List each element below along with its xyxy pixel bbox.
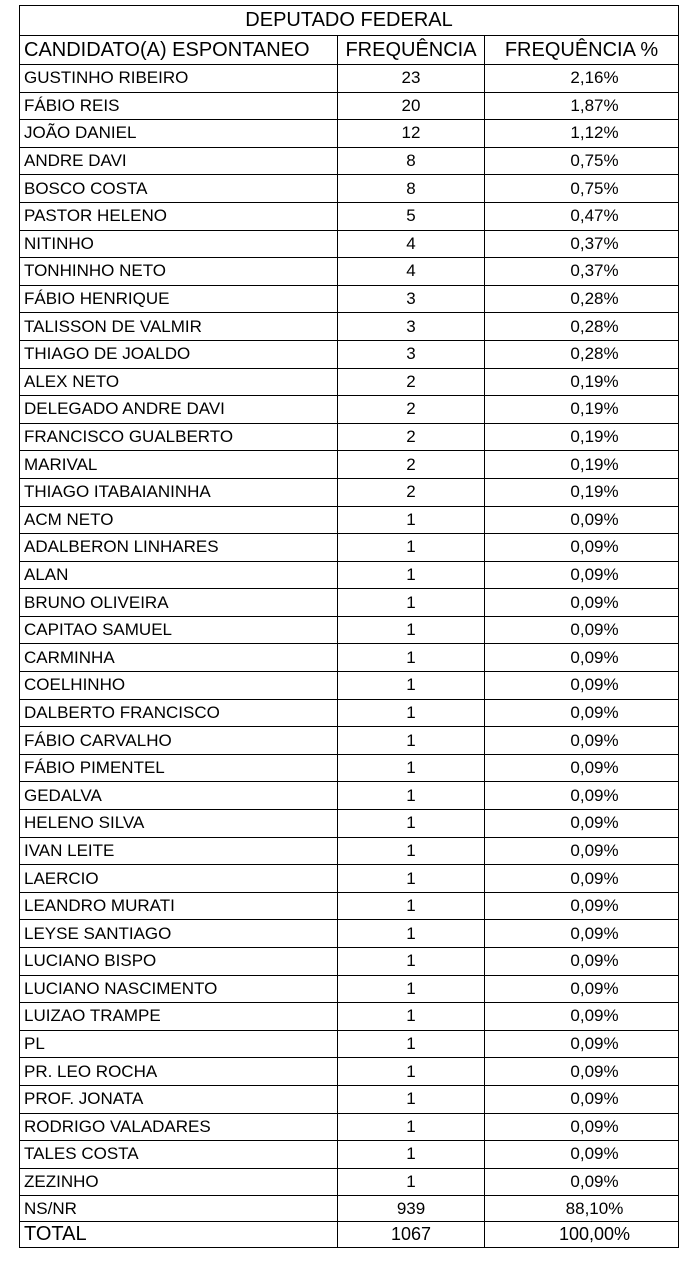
candidate-frequency: 8 <box>338 147 485 175</box>
candidate-name: LEANDRO MURATI <box>20 892 338 920</box>
table-row <box>20 1030 679 1058</box>
candidate-percent: 0,37% <box>485 258 679 286</box>
candidate-frequency: 2 <box>338 396 485 424</box>
table-row <box>20 65 679 93</box>
candidate-name: NITINHO <box>20 230 338 258</box>
candidate-name: ALAN <box>20 561 338 589</box>
candidate-percent: 0,09% <box>485 1113 679 1141</box>
table-row <box>20 175 679 203</box>
candidate-name: MARIVAL <box>20 451 338 479</box>
candidate-name: LUCIANO BISPO <box>20 948 338 976</box>
candidate-name: TONHINHO NETO <box>20 258 338 286</box>
table-row <box>20 727 679 755</box>
nsnr-label: NS/NR <box>20 1196 338 1222</box>
table-row <box>20 313 679 341</box>
candidate-frequency: 5 <box>338 202 485 230</box>
candidate-frequency: 1 <box>338 616 485 644</box>
table-row <box>20 230 679 258</box>
candidate-frequency: 3 <box>338 285 485 313</box>
candidate-frequency: 1 <box>338 534 485 562</box>
candidate-percent: 0,47% <box>485 202 679 230</box>
table-row <box>20 837 679 865</box>
candidate-frequency: 1 <box>338 1141 485 1169</box>
candidate-percent: 0,09% <box>485 589 679 617</box>
table-title: DEPUTADO FEDERAL <box>20 6 679 36</box>
candidate-frequency: 1 <box>338 644 485 672</box>
candidate-name: PR. LEO ROCHA <box>20 1058 338 1086</box>
table-row <box>20 396 679 424</box>
candidate-percent: 0,09% <box>485 1030 679 1058</box>
candidate-frequency: 4 <box>338 258 485 286</box>
header-percent: FREQUÊNCIA % <box>485 36 679 65</box>
candidate-name: LUIZAO TRAMPE <box>20 1003 338 1031</box>
candidate-name: JOÃO DANIEL <box>20 120 338 148</box>
candidate-frequency: 1 <box>338 975 485 1003</box>
candidate-frequency: 1 <box>338 920 485 948</box>
candidate-percent: 0,19% <box>485 451 679 479</box>
candidate-frequency: 1 <box>338 699 485 727</box>
candidate-name: PASTOR HELENO <box>20 202 338 230</box>
candidate-name: PROF. JONATA <box>20 1085 338 1113</box>
table-row <box>20 478 679 506</box>
candidate-percent: 0,09% <box>485 1058 679 1086</box>
candidate-name: FÁBIO CARVALHO <box>20 727 338 755</box>
candidate-frequency: 4 <box>338 230 485 258</box>
candidate-frequency: 2 <box>338 423 485 451</box>
table-row <box>20 285 679 313</box>
candidate-name: GUSTINHO RIBEIRO <box>20 65 338 93</box>
nsnr-row <box>20 1196 679 1222</box>
table-row <box>20 699 679 727</box>
table-row <box>20 202 679 230</box>
table-row <box>20 672 679 700</box>
table-row <box>20 616 679 644</box>
candidate-frequency: 1 <box>338 506 485 534</box>
candidate-name: BRUNO OLIVEIRA <box>20 589 338 617</box>
candidate-name: ANDRE DAVI <box>20 147 338 175</box>
candidate-frequency: 20 <box>338 92 485 120</box>
candidate-frequency: 12 <box>338 120 485 148</box>
total-row <box>20 1222 679 1248</box>
table-row <box>20 589 679 617</box>
table-row <box>20 534 679 562</box>
candidate-percent: 0,09% <box>485 534 679 562</box>
candidate-frequency: 1 <box>338 561 485 589</box>
table-row <box>20 451 679 479</box>
candidate-percent: 0,09% <box>485 699 679 727</box>
candidate-name: HELENO SILVA <box>20 810 338 838</box>
table-body <box>20 65 679 1248</box>
candidate-name: TALES COSTA <box>20 1141 338 1169</box>
candidate-name: LAERCIO <box>20 865 338 893</box>
candidate-frequency: 2 <box>338 368 485 396</box>
candidate-percent: 1,87% <box>485 92 679 120</box>
candidate-percent: 0,09% <box>485 754 679 782</box>
candidate-frequency: 23 <box>338 65 485 93</box>
candidate-percent: 0,28% <box>485 285 679 313</box>
candidate-name: TALISSON DE VALMIR <box>20 313 338 341</box>
candidate-frequency: 1 <box>338 754 485 782</box>
candidate-frequency: 3 <box>338 313 485 341</box>
table-row <box>20 810 679 838</box>
candidate-name: ZEZINHO <box>20 1168 338 1196</box>
candidate-name: FÁBIO REIS <box>20 92 338 120</box>
table-row <box>20 120 679 148</box>
candidate-name: DALBERTO FRANCISCO <box>20 699 338 727</box>
candidate-frequency: 1 <box>338 1113 485 1141</box>
candidate-percent: 0,09% <box>485 810 679 838</box>
table-row <box>20 258 679 286</box>
candidate-frequency: 1 <box>338 948 485 976</box>
candidate-percent: 0,09% <box>485 727 679 755</box>
candidate-percent: 0,75% <box>485 147 679 175</box>
table-row <box>20 1085 679 1113</box>
candidate-percent: 0,28% <box>485 340 679 368</box>
candidate-percent: 2,16% <box>485 65 679 93</box>
candidate-name: COELHINHO <box>20 672 338 700</box>
table-row <box>20 423 679 451</box>
candidate-name: FÁBIO HENRIQUE <box>20 285 338 313</box>
candidate-name: ACM NETO <box>20 506 338 534</box>
table-row <box>20 1003 679 1031</box>
header-frequency: FREQUÊNCIA <box>338 36 485 65</box>
candidate-percent: 0,09% <box>485 561 679 589</box>
candidate-frequency: 2 <box>338 478 485 506</box>
table-row <box>20 782 679 810</box>
candidate-name: RODRIGO VALADARES <box>20 1113 338 1141</box>
candidate-name: THIAGO ITABAIANINHA <box>20 478 338 506</box>
candidate-frequency: 3 <box>338 340 485 368</box>
total-label: TOTAL <box>20 1222 338 1248</box>
table-row <box>20 644 679 672</box>
table-row <box>20 975 679 1003</box>
candidate-percent: 0,75% <box>485 175 679 203</box>
nsnr-frequency: 939 <box>338 1196 485 1222</box>
candidate-percent: 0,09% <box>485 672 679 700</box>
candidate-percent: 0,19% <box>485 478 679 506</box>
candidate-name: IVAN LEITE <box>20 837 338 865</box>
table-row <box>20 147 679 175</box>
candidate-frequency: 8 <box>338 175 485 203</box>
candidate-frequency: 1 <box>338 865 485 893</box>
header-candidate: CANDIDATO(A) ESPONTANEO <box>20 36 338 65</box>
candidate-frequency: 1 <box>338 1058 485 1086</box>
table-row <box>20 368 679 396</box>
candidate-frequency: 1 <box>338 727 485 755</box>
candidate-percent: 0,19% <box>485 396 679 424</box>
candidate-name: ADALBERON LINHARES <box>20 534 338 562</box>
table-row <box>20 948 679 976</box>
candidate-frequency: 1 <box>338 810 485 838</box>
candidate-name: FÁBIO PIMENTEL <box>20 754 338 782</box>
candidate-name: ALEX NETO <box>20 368 338 396</box>
candidate-name: THIAGO DE JOALDO <box>20 340 338 368</box>
candidate-name: BOSCO COSTA <box>20 175 338 203</box>
candidate-frequency: 1 <box>338 1030 485 1058</box>
total-percent: 100,00% <box>485 1222 679 1248</box>
table-row <box>20 92 679 120</box>
table-row <box>20 1168 679 1196</box>
candidate-percent: 0,09% <box>485 506 679 534</box>
table-row <box>20 561 679 589</box>
candidate-name: LUCIANO NASCIMENTO <box>20 975 338 1003</box>
candidate-frequency: 1 <box>338 1003 485 1031</box>
candidate-frequency: 1 <box>338 782 485 810</box>
total-frequency: 1067 <box>338 1222 485 1248</box>
table-title-row <box>20 6 679 36</box>
nsnr-percent: 88,10% <box>485 1196 679 1222</box>
candidate-percent: 0,09% <box>485 1168 679 1196</box>
candidate-percent: 0,09% <box>485 865 679 893</box>
table-row <box>20 920 679 948</box>
candidate-percent: 0,09% <box>485 975 679 1003</box>
candidate-percent: 0,28% <box>485 313 679 341</box>
results-table <box>19 5 679 1248</box>
candidate-name: GEDALVA <box>20 782 338 810</box>
candidate-percent: 1,12% <box>485 120 679 148</box>
table-row <box>20 892 679 920</box>
candidate-percent: 0,09% <box>485 837 679 865</box>
candidate-percent: 0,09% <box>485 782 679 810</box>
table-row <box>20 1113 679 1141</box>
candidate-percent: 0,09% <box>485 892 679 920</box>
candidate-name: FRANCISCO GUALBERTO <box>20 423 338 451</box>
candidate-percent: 0,37% <box>485 230 679 258</box>
candidate-percent: 0,09% <box>485 920 679 948</box>
candidate-percent: 0,09% <box>485 1141 679 1169</box>
table-row <box>20 506 679 534</box>
candidate-percent: 0,09% <box>485 1003 679 1031</box>
candidate-frequency: 1 <box>338 837 485 865</box>
candidate-percent: 0,09% <box>485 616 679 644</box>
candidate-name: CAPITAO SAMUEL <box>20 616 338 644</box>
candidate-name: DELEGADO ANDRE DAVI <box>20 396 338 424</box>
table-row <box>20 340 679 368</box>
table-header-row <box>20 36 679 65</box>
candidate-percent: 0,19% <box>485 368 679 396</box>
table-row <box>20 1141 679 1169</box>
candidate-percent: 0,19% <box>485 423 679 451</box>
candidate-frequency: 1 <box>338 1168 485 1196</box>
candidate-name: PL <box>20 1030 338 1058</box>
candidate-percent: 0,09% <box>485 1085 679 1113</box>
candidate-frequency: 2 <box>338 451 485 479</box>
candidate-percent: 0,09% <box>485 644 679 672</box>
table-row <box>20 754 679 782</box>
candidate-frequency: 1 <box>338 892 485 920</box>
table-row <box>20 865 679 893</box>
candidate-percent: 0,09% <box>485 948 679 976</box>
candidate-name: LEYSE SANTIAGO <box>20 920 338 948</box>
candidate-frequency: 1 <box>338 1085 485 1113</box>
candidate-frequency: 1 <box>338 589 485 617</box>
table-row <box>20 1058 679 1086</box>
candidate-name: CARMINHA <box>20 644 338 672</box>
candidate-frequency: 1 <box>338 672 485 700</box>
